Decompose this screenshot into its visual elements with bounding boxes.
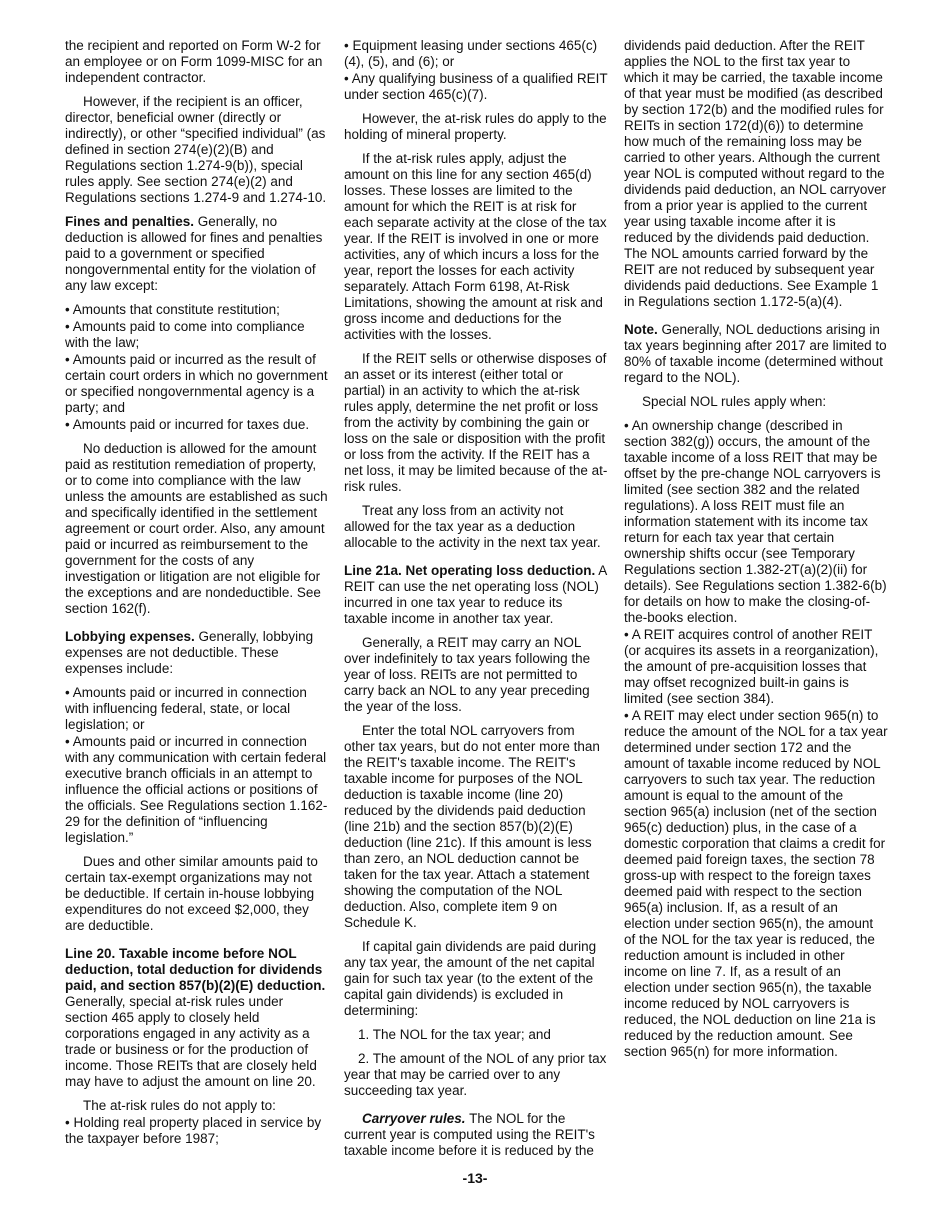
bullet-item: • Amounts paid or incurred in connection with any communication with certain federal executive branch officials in an attempt to influence the official actions or positions of the officials. See Regulations section 1.162-29 for the definition of “influencing legislation.” xyxy=(65,734,328,845)
paragraph: If capital gain dividends are paid during any tax year, the amount of the net capital gain for such tax year (to the extent of the capital gain dividends) is excluded in determining: xyxy=(344,939,597,1018)
paragraph: Treat any loss from an activity not allowed for the tax year as a deduction allocable to the activity in the next tax year. xyxy=(344,503,601,550)
paragraph: If the at-risk rules apply, adjust the amount on this line for any section 465(d) losses. These losses are limited to the amount for which the REIT is at risk for each separate activity at the close of the tax year. If the REIT is involved in one or more activities, any of which incurs a loss for the year, report the losses for each activity separately. Attach Form 6198, At-Risk Limitations, showing the amount at risk and gross income and deductions for the activities with the losses. xyxy=(344,151,607,342)
carryover-section xyxy=(344,1111,608,1159)
paragraph: However, if the recipient is an officer, director, beneficial owner (directly or indirectly), or other “specified individual” (as defined in section 274(e)(2)(B) and Regulations section 1.274-9(b)), special rules apply. See section 274(e)(2) and Regulations sections 1.274-9 and 1.274-10. xyxy=(65,94,327,205)
carryover-text: The NOL for the current year is computed using the REIT's taxable income before it is reduced by the xyxy=(344,1111,595,1158)
lobbying-heading: Lobbying expenses. xyxy=(65,629,195,644)
bullet-item: • Holding real property placed in service by the taxpayer before 1987; xyxy=(65,1115,322,1146)
paragraph: Dues and other similar amounts paid to certain tax-exempt organizations may not be deductible. If certain in-house lobbying expenditures do not exceed $2,000, they are deductible. xyxy=(65,854,318,933)
paragraph: Generally, a REIT may carry an NOL over indefinitely to tax years following the year of loss. REITs are not permitted to carry back an NOL to any year preceding the year of the loss. xyxy=(344,635,591,714)
note-heading: Note. xyxy=(624,322,658,337)
paragraph: The at-risk rules do not apply to: xyxy=(83,1098,276,1113)
fines-section xyxy=(65,214,329,294)
line21a-section xyxy=(344,563,608,627)
line21a-heading: Line 21a. Net operating loss deduction. xyxy=(344,563,596,578)
page-number: -13- xyxy=(462,1170,488,1186)
bullet-item: • Amounts paid or incurred for taxes due. xyxy=(65,417,310,432)
paragraph: the recipient and reported on Form W-2 for an employee or on Form 1099-MISC for an independent contractor. xyxy=(65,38,323,85)
bullet-item: • Amounts paid or incurred as the result of certain court orders in which no government or specified nongovernmental agency is a party; and xyxy=(65,352,328,415)
bullet-item: • Equipment leasing under sections 465(c)(4), (5), and (6); or xyxy=(344,38,598,69)
column-right xyxy=(624,38,888,1061)
fines-text: Generally, no deduction is allowed for fines and penalties paid to a government or specified nongovernmental entity for the violation of any law except: xyxy=(65,214,323,293)
column-middle xyxy=(344,38,608,1167)
bullet-item: • Amounts paid or incurred in connection with influencing federal, state, or local legislation; or xyxy=(65,685,307,732)
paragraph: dividends paid deduction. After the REIT applies the NOL to the first tax year to which it may be carried, the taxable income of that year must be modified (as described by section 172(b) and the modified rules for REITs in section 172(d)(6)) to determine how much of the remaining loss may be carried to other years. Although the current year NOL is computed without regard to the dividends paid deduction, an NOL carryover from a prior year is applied to the current year using taxable income after it is reduced by the dividends paid deduction. The NOL amounts carried forward by the REIT are not reduced by subsequent year dividends paid deductions. See Example 1 in Regulations section 1.172-5(a)(4). xyxy=(624,38,887,309)
bullet-item: • Amounts that constitute restitution; xyxy=(65,302,280,317)
note-section xyxy=(624,322,888,386)
lobbying-section xyxy=(65,629,329,677)
line21a-text: A REIT can use the net operating loss (NOL) incurred in one tax year to reduce its taxable income in another tax year. xyxy=(344,563,607,626)
note-text: Generally, NOL deductions arising in tax years beginning after 2017 are limited to 80% of taxable income (determined without regard to the NOL). xyxy=(624,322,887,385)
paragraph: However, the at-risk rules do apply to the holding of mineral property. xyxy=(344,111,607,142)
numbered-item: 1. The NOL for the tax year; and xyxy=(358,1027,551,1042)
paragraph: No deduction is allowed for the amount paid as restitution remediation of property, or to come into compliance with the law unless the amounts are established as such and specifically identified in the settlement agreement or court order. Also, any amount paid or incurred as reimbursement to the government for the costs of any investigation or litigation are not eligible for the exceptions and are nondeductible. See section 162(f). xyxy=(65,441,328,616)
paragraph: If the REIT sells or otherwise disposes of an asset or its interest (either total or partial) in an activity to which the at-risk rules apply, determine the net profit or loss from the activity by combining the gain or loss on the sale or disposition with the profit or loss from the activity. If the REIT has a net loss, it may be limited because of the at-risk rules. xyxy=(344,351,608,494)
bullet-item: • A REIT acquires control of another REIT (or acquires its assets in a reorganization), the amount of pre-acquisition losses that may offset recognized built-in gains is limited (see section 384). xyxy=(624,627,879,706)
line20-text: Generally, special at-risk rules under section 465 apply to closely held corporations engaged in any activity as a trade or business or for the production of income. Those REITs that are closely held may have to adjust the amount on line 20. xyxy=(65,994,317,1089)
line20-section xyxy=(65,946,329,1090)
lobbying-text: Generally, lobbying expenses are not deductible. These expenses include: xyxy=(65,629,314,676)
fines-heading: Fines and penalties. xyxy=(65,214,195,229)
paragraph: Enter the total NOL carryovers from other tax years, but do not enter more than the REIT's taxable income. The REIT's taxable income for purposes of the NOL deduction is taxable income (line 20) reduced by the dividends paid deduction (line 21b) and the section 857(b)(2)(E) deduction (line 21c). If this amount is less than zero, an NOL deduction cannot be taken for the tax year. Attach a statement showing the computation of the NOL deduction. Also, complete item 9 on Schedule K. xyxy=(344,723,600,930)
column-left xyxy=(65,38,329,1148)
line20-heading: Line 20. Taxable income before NOL deduction, total deduction for dividends paid, and section 857(b)(2)(E) deduction. xyxy=(65,946,326,993)
numbered-item: 2. The amount of the NOL of any prior tax year that may be carried over to any succeeding tax year. xyxy=(344,1051,607,1098)
bullet-item: • An ownership change (described in section 382(g)) occurs, the amount of the taxable income of a loss REIT that may be offset by the pre-change NOL carryovers is limited (see section 382 and the related regulations). A loss REIT must file an information statement with its income tax return for each tax year that certain ownership shifts occur (see Temporary Regulations section 1.382-2T(a)(2)(ii) for details). See Regulations section 1.382-6(b) for details on how to make the closing-of-the-books election. xyxy=(624,418,887,625)
carryover-heading: Carryover rules. xyxy=(362,1111,466,1126)
paragraph: Special NOL rules apply when: xyxy=(642,394,827,409)
bullet-item: • Amounts paid to come into compliance with the law; xyxy=(65,319,305,350)
bullet-item: • A REIT may elect under section 965(n) to reduce the amount of the NOL for a tax year determined under section 172 and the amount of taxable income reduced by NOL carryovers to such tax year. The reduction amount is equal to the amount of the section 965(a) inclusion (net of the section 965(c) deduction) plus, in the case of a domestic corporation that claims a credit for deemed paid foreign taxes, the section 78 gross-up with respect to the foreign taxes deemed paid with respect to the section 965(a) inclusion. If, as a result of an election under section 965(n), the amount of the NOL for the tax year is reduced, the reduction amount is included in other income on line 7. If, as a result of an election under section 965(n), the taxable income reduced by NOL carryovers is reduced, the NOL deduction on line 21a is reduced by the reduction amount. See section 965(n) for more information. xyxy=(624,708,888,1059)
bullet-item: • Any qualifying business of a qualified REIT under section 465(c)(7). xyxy=(344,71,608,102)
